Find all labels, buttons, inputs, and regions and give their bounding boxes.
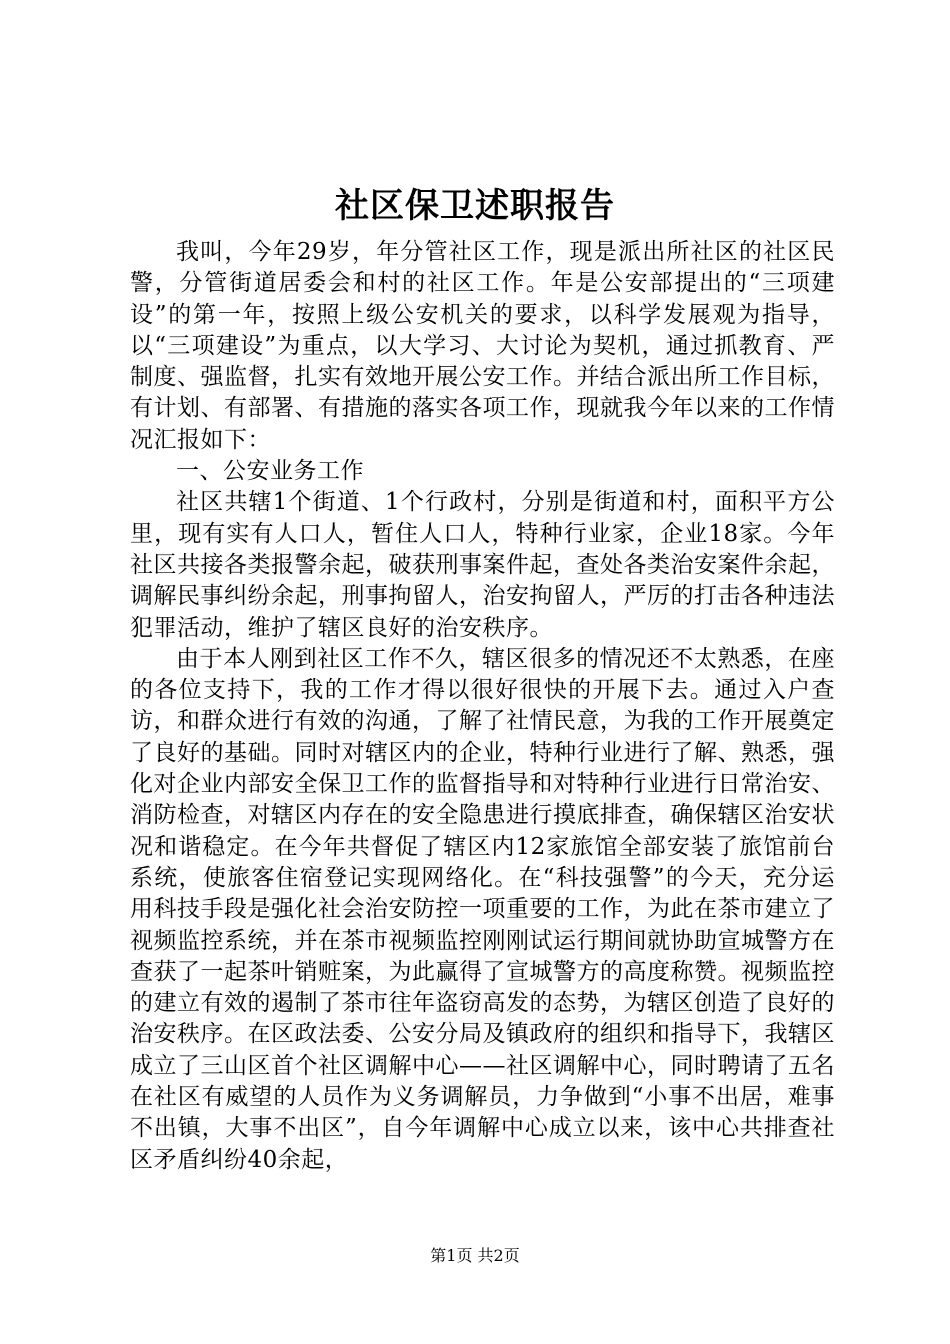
document-body [130, 237, 835, 1176]
page-footer: 第1页 共2页 [430, 1246, 520, 1265]
section-heading-public-security: 一、公安业务工作 [176, 458, 364, 485]
paragraph-work-details: 由于本人刚到社区工作不久，辖区很多的情况还不太熟悉，在座的各位支持下，我的工作才得以很好很快的开展下去。通过入户查访，和群众进行有效的沟通，了解了社情民意，为我的工作开展奠定了良好的基础。同时对辖区内的企业，特种行业进行了解、熟悉，强化对企业内部安全保卫工作的监督指导和对特种行业进行日常治安、消防检查，对辖区内存在的安全隐患进行摸底排查，确保辖区治安状况和谐稳定。在今年共督促了辖区内12家旅馆全部安装了旅馆前台系统，使旅客住宿登记实现网络化。在“科技强警”的今天，充分运用科技手段是强化社会治安防控一项重要的工作，为此在茶市建立了视频监控系统，并在茶市视频监控刚刚试运行期间就协助宣城警方在查获了一起茶叶销赃案，为此赢得了宣城警方的高度称赞。视频监控的建立有效的遏制了茶市往年盗窃高发的态势，为辖区创造了良好的治安秩序。在区政法委、公安分局及镇政府的组织和指导下，我辖区成立了三山区首个社区调解中心——社区调解中心，同时聘请了五名在社区有威望的人员作为义务调解员，力争做到“小事不出居，难事不出镇，大事不出区”，自今年调解中心成立以来，该中心共排查社区矛盾纠纷40余起， [130, 645, 835, 1173]
document-title: 社区保卫述职报告 [335, 186, 615, 226]
paragraph-jurisdiction: 社区共辖1个街道、1个行政村，分别是街道和村，面积平方公里，现有实有人口人，暂住人口人，特种行业家，企业18家。今年社区共接各类报警余起，破获刑事案件起，查处各类治安案件余起，调解民事纠纷余起，刑事拘留人，治安拘留人，严厉的打击各种违法犯罪活动，维护了辖区良好的治安秩序。 [130, 489, 835, 641]
paragraph-intro: 我叫，今年29岁，年分管社区工作，现是派出所社区的社区民警，分管街道居委会和村的社区工作。年是公安部提出的“三项建设”的第一年，按照上级公安机关的要求，以科学发展观为指导，以“三项建设”为重点，以大学习、大讨论为契机，通过抓教育、严制度、强监督，扎实有效地开展公安工作。并结合派出所工作目标，有计划、有部署、有措施的落实各项工作，现就我今年以来的工作情况汇报如下： [130, 239, 835, 453]
